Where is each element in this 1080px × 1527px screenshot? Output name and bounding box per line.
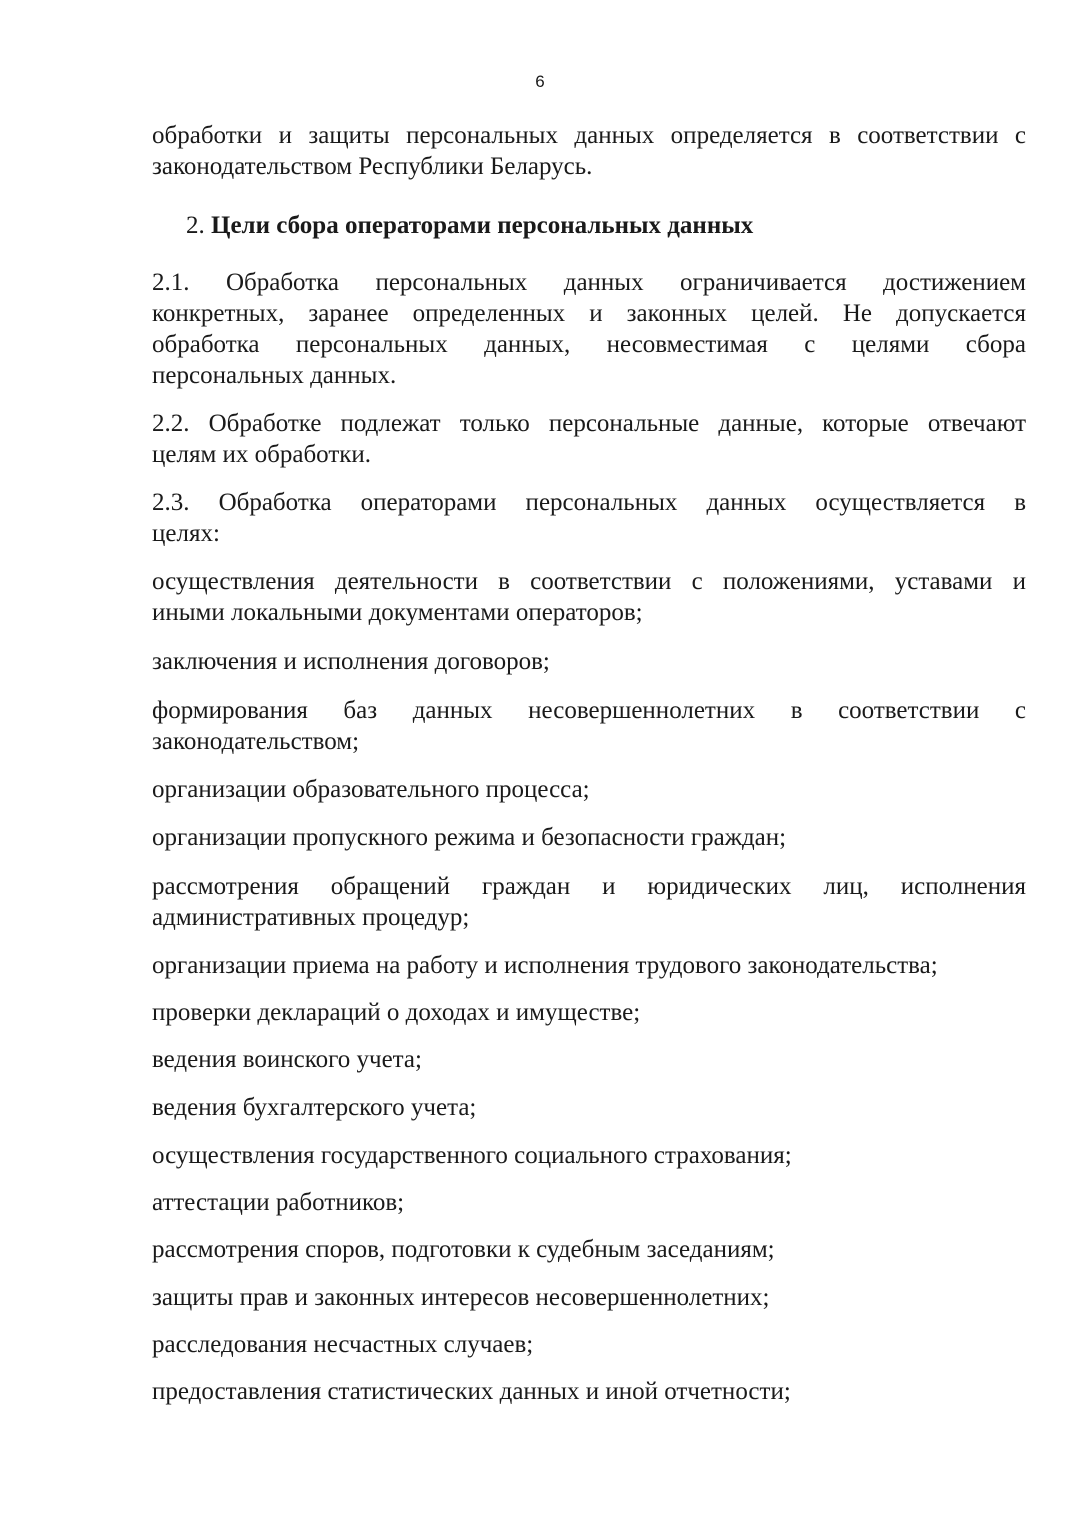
purpose-item (152, 1282, 1026, 1313)
intro-line-2: законодательством Республики Беларусь. (152, 153, 593, 180)
purpose-item-line-1: предоставления статистических данных и иной отчетности; (152, 1378, 791, 1405)
paragraph-2-3-line-2: целях: (152, 520, 220, 547)
purpose-item-line-1: ведения воинского учета; (152, 1046, 422, 1073)
purpose-item (152, 1044, 1026, 1075)
paragraph-2-2 (152, 408, 1026, 470)
purpose-item (152, 695, 1026, 757)
purpose-item-line-1: осуществления деятельности в соответствии с положениями, уставами и (152, 568, 1026, 595)
paragraph-2-1-line-2: конкретных, заранее определенных и законных целей. Не допускается (152, 300, 1026, 327)
purpose-item (152, 566, 1026, 628)
purpose-item-line-1: осуществления государственного социального страхования; (152, 1142, 792, 1169)
purpose-item-line-1: организации приема на работу и исполнения трудового законодательства; (152, 952, 938, 979)
purpose-item (152, 1140, 1026, 1171)
purpose-item (152, 871, 1026, 933)
purpose-item-line-1: ведения бухгалтерского учета; (152, 1094, 477, 1121)
purpose-item (152, 822, 1026, 853)
purpose-item-line-2: законодательством; (152, 728, 360, 755)
purpose-item-line-1: заключения и исполнения договоров; (152, 648, 550, 675)
purpose-item (152, 1329, 1026, 1360)
purpose-item (152, 646, 1026, 677)
section-number: 2. (186, 212, 205, 239)
intro-paragraph (152, 120, 1026, 182)
purpose-item (152, 997, 1026, 1028)
purpose-item (152, 1187, 1026, 1218)
section-title: Цели сбора операторами персональных данных (211, 212, 754, 239)
purpose-item-line-1: организации образовательного процесса; (152, 776, 590, 803)
page-number: 6 (535, 72, 545, 91)
intro-line-1: обработки и защиты персональных данных определяется в соответствии с (152, 122, 1026, 149)
purpose-item-line-2: иными локальными документами операторов; (152, 599, 643, 626)
section-heading (186, 210, 753, 241)
purpose-item-line-1: аттестации работников; (152, 1189, 405, 1216)
purpose-item (152, 1234, 1026, 1265)
purpose-item (152, 1092, 1026, 1123)
purpose-item-line-2: административных процедур; (152, 904, 470, 931)
paragraph-2-1-line-4: персональных данных. (152, 362, 397, 389)
paragraph-2-1-line-1: 2.1. Обработка персональных данных ограничивается достижением (152, 269, 1026, 296)
paragraph-2-2-line-2: целям их обработки. (152, 441, 372, 468)
purpose-item-line-1: формирования баз данных несовершеннолетних в соответствии с (152, 697, 1026, 724)
purpose-item (152, 950, 1026, 981)
purpose-item (152, 774, 1026, 805)
purpose-item-line-1: защиты прав и законных интересов несовершеннолетних; (152, 1284, 770, 1311)
paragraph-2-3-line-1: 2.3. Обработка операторами персональных данных осуществляется в (152, 489, 1026, 516)
paragraph-2-1-line-3: обработка персональных данных, несовместимая с целями сбора (152, 331, 1026, 358)
purpose-item-line-1: рассмотрения обращений граждан и юридических лиц, исполнения (152, 873, 1026, 900)
paragraph-2-3 (152, 487, 1026, 549)
purpose-item-line-1: расследования несчастных случаев; (152, 1331, 534, 1358)
purpose-item-line-1: проверки деклараций о доходах и имуществе; (152, 999, 641, 1026)
purpose-item-line-1: рассмотрения споров, подготовки к судебным заседаниям; (152, 1236, 775, 1263)
purpose-item-line-1: организации пропускного режима и безопасности граждан; (152, 824, 787, 851)
paragraph-2-2-line-1: 2.2. Обработке подлежат только персональные данные, которые отвечают (152, 410, 1026, 437)
paragraph-2-1 (152, 267, 1026, 391)
purpose-item (152, 1376, 1026, 1407)
